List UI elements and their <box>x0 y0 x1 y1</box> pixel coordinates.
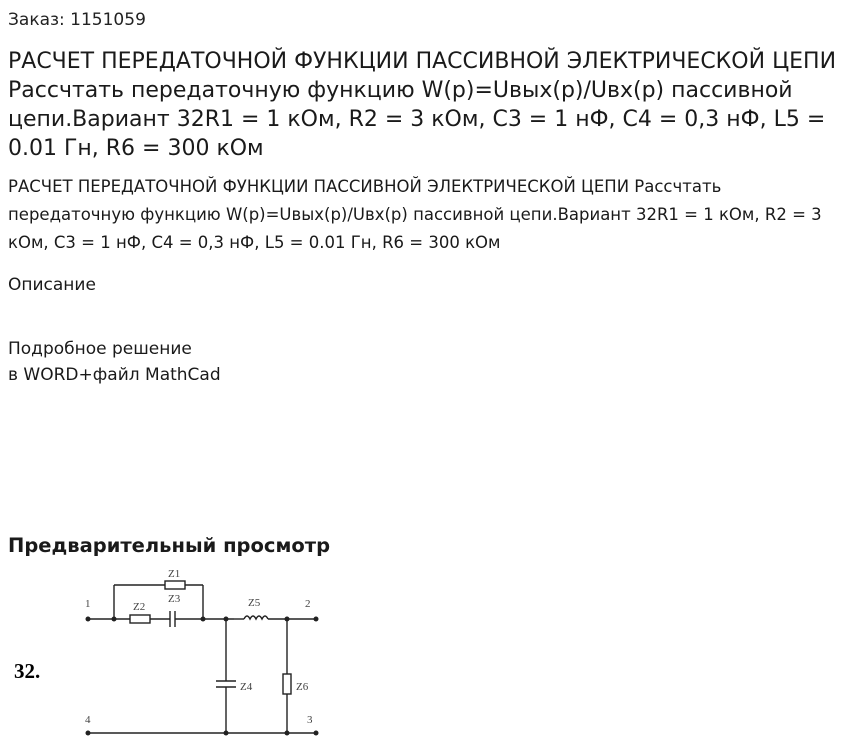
circuit-preview-image <box>8 560 338 755</box>
description-heading: Описание <box>8 275 96 295</box>
description-line: в WORD+файл MathCad <box>8 365 221 385</box>
node-label-3: 3 <box>307 714 313 726</box>
description-body <box>8 336 221 388</box>
preview-heading: Предварительный просмотр <box>8 534 331 557</box>
node-label-4: 4 <box>85 714 91 726</box>
circuit-wires <box>88 581 316 733</box>
component-label-z1: Z1 <box>168 568 181 580</box>
node-label-2: 2 <box>305 598 311 610</box>
variant-number: 32. <box>14 659 41 683</box>
component-label-z6: Z6 <box>296 681 309 693</box>
node-label-1: 1 <box>85 598 91 610</box>
description-line: Подробное решение <box>8 339 192 359</box>
page-subtitle: РАСЧЕТ ПЕРЕДАТОЧНОЙ ФУНКЦИИ ПАССИВНОЙ ЭЛЕКТРИЧЕСКОЙ ЦЕПИ Рассчтать передаточную функцию W(p)=Uвых(p)/Uвх(p) пассивной цепи.Вариант 32R1 = 1 кОм, R2 = 3 кОм, С3 = 1 нФ, С4 = 0,3 нФ, L5 = 0.01 Гн, R6 = 300 кОм <box>8 177 822 252</box>
order-number: Заказ: 1151059 <box>8 10 146 30</box>
component-label-z5: Z5 <box>248 597 261 609</box>
page-title: РАСЧЕТ ПЕРЕДАТОЧНОЙ ФУНКЦИИ ПАССИВНОЙ ЭЛЕКТРИЧЕСКОЙ ЦЕПИ Рассчтать передаточную функцию W(p)=Uвых(p)/Uвх(p) пассивной цепи.Вариант 32R1 = 1 кОм, R2 = 3 кОм, С3 = 1 нФ, С4 = 0,3 нФ, L5 = 0.01 Гн, R6 = 300 кОм <box>8 49 837 161</box>
component-label-z3: Z3 <box>168 593 181 605</box>
component-label-z2: Z2 <box>133 601 146 613</box>
component-label-z4: Z4 <box>240 681 253 693</box>
circuit-diagram <box>8 560 338 755</box>
